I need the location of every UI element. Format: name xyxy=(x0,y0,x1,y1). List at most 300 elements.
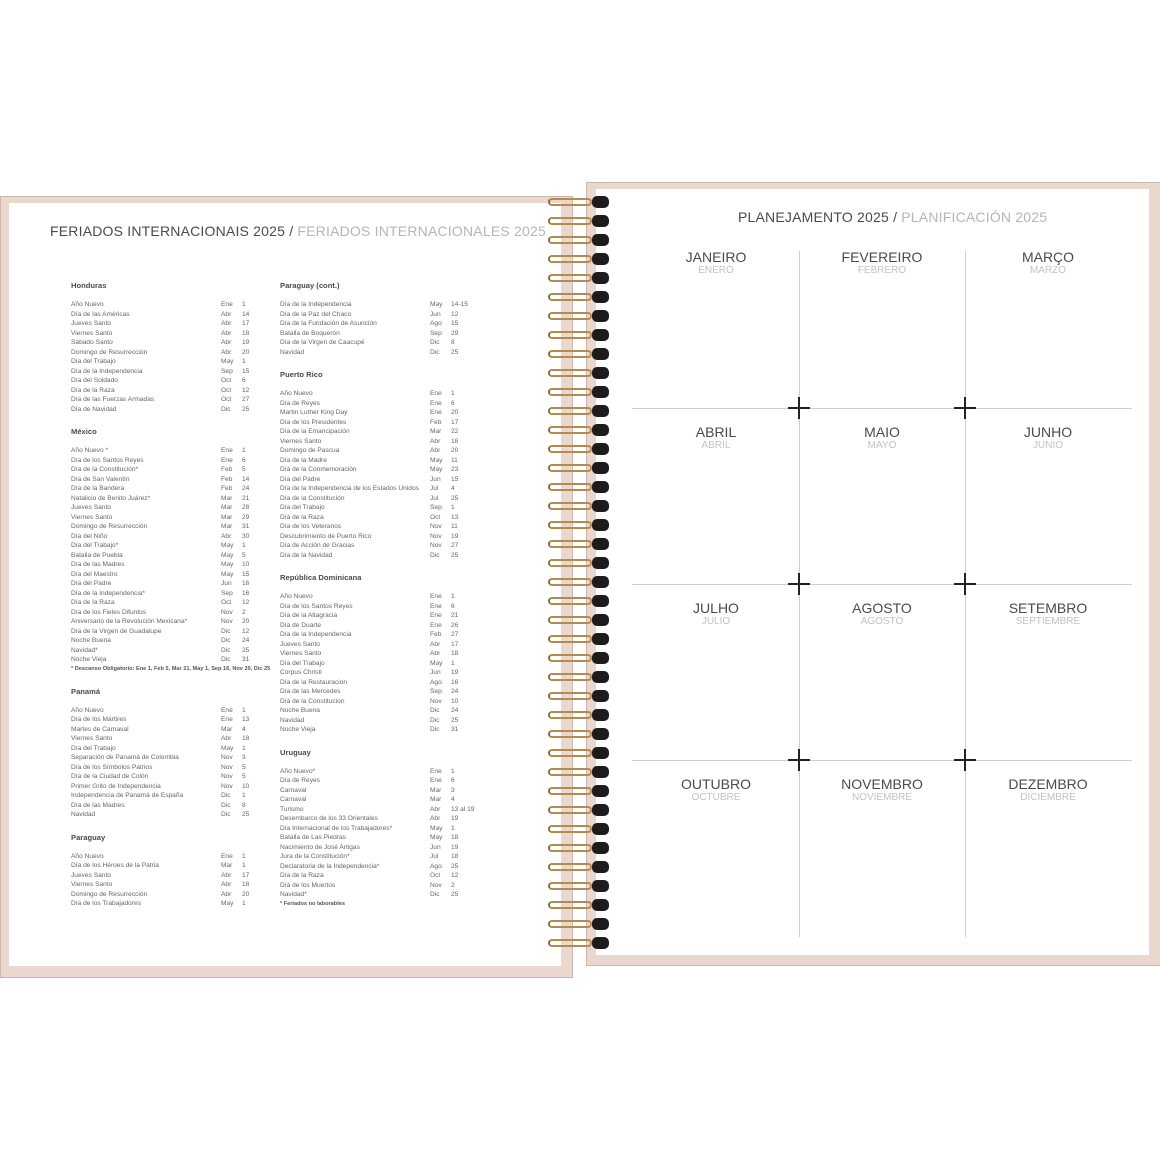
holiday-day: 12 xyxy=(242,627,250,635)
holiday-row xyxy=(71,801,271,811)
country-block xyxy=(71,687,271,820)
holiday-day: 17 xyxy=(451,418,459,426)
holiday-month: Dic xyxy=(430,348,440,356)
holiday-day: 3 xyxy=(242,754,246,761)
holiday-day: 1 xyxy=(451,824,455,832)
coil-wire xyxy=(548,369,592,377)
punch-hole xyxy=(592,348,609,360)
holiday-month: Abr xyxy=(221,320,232,327)
month-cell xyxy=(988,777,1108,803)
holiday-day: 1 xyxy=(451,767,455,775)
month-cell xyxy=(656,777,776,803)
holiday-day: 19 xyxy=(451,843,459,851)
holiday-name: Noche Buena xyxy=(71,637,111,644)
coil-wire xyxy=(548,711,592,719)
holiday-name: Día de la Constitución xyxy=(280,494,345,502)
holiday-day: 25 xyxy=(242,646,250,654)
holiday-name: Año Nuevo xyxy=(71,852,104,860)
holiday-month: Ene xyxy=(221,716,233,723)
holiday-row xyxy=(280,522,480,532)
holiday-day: 5 xyxy=(242,551,246,559)
holiday-day: 10 xyxy=(451,697,459,705)
coil-wire xyxy=(548,597,592,605)
holiday-day: 18 xyxy=(242,329,250,337)
holiday-row xyxy=(71,338,271,348)
holiday-day: 10 xyxy=(242,782,250,790)
holiday-day: 14-15 xyxy=(451,301,468,308)
holiday-month: Ene xyxy=(221,852,233,860)
holiday-day: 28 xyxy=(242,504,250,511)
holiday-name: Domingo de Resurrección xyxy=(71,890,148,898)
holiday-name: Año Nuevo * xyxy=(71,447,109,454)
holiday-name: Día de la Navidad xyxy=(280,551,333,559)
holiday-day: 4 xyxy=(451,796,455,803)
punch-hole xyxy=(592,785,609,797)
holiday-day: 25 xyxy=(242,405,250,413)
holiday-month: Ene xyxy=(430,612,442,619)
holiday-month: Oct xyxy=(430,513,441,521)
holiday-month: Dic xyxy=(430,707,440,714)
holiday-day: 19 xyxy=(451,669,459,676)
holiday-month: Ago xyxy=(430,320,442,327)
holiday-month: May xyxy=(221,551,234,559)
holiday-name: Viernes Santo xyxy=(71,881,113,888)
month-cell xyxy=(822,425,942,451)
holiday-row xyxy=(71,753,271,763)
holiday-row xyxy=(280,513,480,523)
coil-wire xyxy=(548,521,592,529)
planner-page xyxy=(596,189,1149,955)
holiday-month: Jun xyxy=(430,843,441,851)
holiday-name: Martes de Carnaval xyxy=(71,725,129,733)
holiday-row xyxy=(71,589,271,599)
punch-hole xyxy=(592,386,609,398)
holiday-row xyxy=(280,611,480,621)
holidays-column-2 xyxy=(280,281,480,922)
month-cell xyxy=(822,601,942,627)
holiday-month: Ene xyxy=(221,301,233,308)
punch-hole xyxy=(592,918,609,930)
spiral-coil xyxy=(548,880,610,892)
holiday-name: Batalla de Puebla xyxy=(71,551,123,559)
grid-divider xyxy=(632,760,1132,761)
holiday-month: Dic xyxy=(221,811,231,818)
coil-wire xyxy=(548,559,592,567)
coil-wire xyxy=(548,388,592,396)
holiday-name: Día de la Independencia* xyxy=(71,589,146,597)
punch-hole xyxy=(592,652,609,664)
coil-wire xyxy=(548,901,592,909)
holiday-name: Carnaval xyxy=(280,786,307,794)
coil-wire xyxy=(548,483,592,491)
spiral-coil xyxy=(548,690,610,702)
spiral-coil xyxy=(548,538,610,550)
holiday-row xyxy=(280,602,480,612)
country-block xyxy=(280,573,480,735)
holiday-name: Año Nuevo xyxy=(280,390,313,397)
holiday-name: Turismo xyxy=(280,805,304,813)
holiday-month: Abr xyxy=(430,805,441,813)
holiday-day: 8 xyxy=(451,339,455,346)
holiday-name: Viernes Santo xyxy=(71,735,113,742)
holiday-day: 1 xyxy=(242,706,246,714)
holiday-month: Abr xyxy=(221,532,232,540)
holiday-month: Ene xyxy=(430,777,442,784)
holiday-month: Nov xyxy=(221,763,233,771)
country-heading: República Dominicana xyxy=(280,573,362,582)
holiday-name: Batalla de Boquerón xyxy=(280,329,340,337)
punch-hole xyxy=(592,557,609,569)
month-cell xyxy=(988,250,1108,276)
month-name-pt: JANEIRO xyxy=(685,249,747,265)
holiday-day: 1 xyxy=(451,659,455,667)
month-name-es: ENERO xyxy=(698,265,734,276)
holiday-name: Navidad xyxy=(280,716,305,724)
holiday-row xyxy=(280,881,480,891)
holiday-month: Mar xyxy=(430,428,442,435)
holiday-day: 19 xyxy=(451,532,459,540)
punch-hole xyxy=(592,595,609,607)
holiday-day: 12 xyxy=(242,599,250,606)
punch-hole xyxy=(592,310,609,322)
holiday-month: Dic xyxy=(221,637,231,644)
holiday-name: Noche Vieja xyxy=(280,726,316,733)
punch-hole xyxy=(592,937,609,949)
holiday-month: Dic xyxy=(221,792,231,799)
holiday-month: Abr xyxy=(221,310,232,318)
holiday-day: 19 xyxy=(242,339,250,346)
holiday-month: Abr xyxy=(430,650,441,657)
country-heading: Panamá xyxy=(71,686,101,696)
holiday-month: May xyxy=(430,659,443,667)
cross-mark-icon xyxy=(954,573,976,595)
holiday-name: Año Nuevo xyxy=(280,593,313,600)
holiday-month: Ene xyxy=(430,602,442,610)
coil-wire xyxy=(548,502,592,510)
holiday-row xyxy=(71,734,271,744)
holiday-month: Nov xyxy=(430,697,442,705)
coil-wire xyxy=(548,578,592,586)
holiday-row xyxy=(280,541,480,551)
month-name-es: FEBRERO xyxy=(857,265,907,276)
holiday-row xyxy=(280,640,480,650)
holiday-row xyxy=(71,715,271,725)
holiday-row xyxy=(280,852,480,862)
holiday-day: 13 xyxy=(451,513,459,521)
holiday-row xyxy=(71,772,271,782)
month-name-pt: JULHO xyxy=(693,600,739,616)
holiday-day: 17 xyxy=(242,871,250,879)
holiday-month: Ene xyxy=(221,447,233,454)
country-heading: Uruguay xyxy=(280,747,311,757)
holiday-day: 31 xyxy=(451,726,459,733)
spiral-coil xyxy=(548,747,610,759)
month-cell xyxy=(822,777,942,803)
holiday-name: Descubrimiento de Puerto Rico xyxy=(280,532,372,540)
spiral-coil xyxy=(548,348,610,360)
month-name-pt: SETEMBRO xyxy=(1008,600,1088,616)
country-heading: Paraguay xyxy=(71,832,106,842)
holiday-name: Día de los Veteranos xyxy=(280,523,342,530)
holiday-row xyxy=(71,636,271,646)
holiday-day: 18 xyxy=(242,735,250,742)
holiday-name: Día de las Madres xyxy=(71,561,125,568)
holiday-row xyxy=(280,408,480,418)
month-name-pt: OUTUBRO xyxy=(681,776,751,792)
holiday-month: Abr xyxy=(430,437,441,445)
holiday-day: 31 xyxy=(242,523,250,530)
holiday-day: 15 xyxy=(242,570,250,578)
month-name-es: JULIO xyxy=(701,616,731,627)
cross-mark-icon xyxy=(954,397,976,419)
punch-hole xyxy=(592,367,609,379)
holiday-name: Día de la Independencia xyxy=(71,367,143,375)
holidays-title-pt: FERIADOS INTERNACIONAIS 2025 / xyxy=(50,223,294,239)
holiday-month: Feb xyxy=(221,466,233,473)
holiday-day: 6 xyxy=(242,456,246,464)
holiday-name: Navidad* xyxy=(280,891,307,898)
holiday-day: 15 xyxy=(451,475,459,483)
holiday-month: Sep xyxy=(430,329,442,337)
spiral-coil xyxy=(548,766,610,778)
holiday-name: Carnaval xyxy=(280,796,307,803)
holiday-name: Día de Reyes xyxy=(280,777,320,784)
holiday-row xyxy=(280,621,480,631)
country-block xyxy=(280,281,480,357)
holiday-name: Jueves Santo xyxy=(71,320,111,327)
month-name-pt: MAIO xyxy=(864,424,900,440)
spiral-coil xyxy=(548,386,610,398)
coil-wire xyxy=(548,350,592,358)
holiday-row xyxy=(71,570,271,580)
holiday-day: 1 xyxy=(242,542,246,549)
holiday-row xyxy=(71,503,271,513)
holiday-name: Día de la Independencia de los Estados Unidos xyxy=(280,485,419,492)
spiral-coil xyxy=(548,899,610,911)
holiday-row xyxy=(280,824,480,834)
spiral-coil xyxy=(548,861,610,873)
holiday-row xyxy=(280,494,480,504)
holiday-row xyxy=(280,814,480,824)
month-name-es: NOVIEMBRE xyxy=(851,792,912,803)
punch-hole xyxy=(592,405,609,417)
holiday-row xyxy=(280,776,480,786)
holiday-day: 31 xyxy=(242,656,250,663)
punch-hole xyxy=(592,766,609,778)
holiday-row xyxy=(280,437,480,447)
holiday-name: Día del Trabajo xyxy=(280,504,325,511)
punch-hole xyxy=(592,215,609,227)
holiday-day: 24 xyxy=(451,688,459,695)
punch-hole xyxy=(592,823,609,835)
holiday-name: Día de la Virgen de Caacupé xyxy=(280,339,365,346)
holiday-name: Día de los Mártires xyxy=(71,716,127,723)
country-block xyxy=(71,833,271,909)
holiday-row xyxy=(280,456,480,466)
holiday-row xyxy=(280,532,480,542)
holiday-day: 11 xyxy=(451,456,458,464)
holiday-month: Abr xyxy=(221,881,232,888)
month-name-pt: AGOSTO xyxy=(852,600,912,616)
spiral-coil xyxy=(548,785,610,797)
holiday-day: 1 xyxy=(242,862,246,869)
holiday-month: Oct xyxy=(221,386,232,394)
holiday-name: Día de las Mercedes xyxy=(280,688,341,695)
holiday-name: Día de Acción de Gracias xyxy=(280,542,355,549)
coil-wire xyxy=(548,312,592,320)
planner-title-pt: PLANEJAMENTO 2025 / xyxy=(738,209,898,225)
spiral-coil xyxy=(548,253,610,265)
holiday-name: Día de San Valentín xyxy=(71,475,130,483)
holiday-day: 29 xyxy=(242,513,250,521)
holiday-row xyxy=(280,767,480,777)
holiday-row xyxy=(280,329,480,339)
holiday-month: Ene xyxy=(430,767,442,775)
spiral-coil xyxy=(548,804,610,816)
spiral-coil xyxy=(548,443,610,455)
punch-hole xyxy=(592,690,609,702)
holiday-day: 1 xyxy=(242,852,246,860)
cross-mark-icon xyxy=(954,749,976,771)
holiday-name: Independencia de Panamá de España xyxy=(71,792,184,799)
punch-hole xyxy=(592,804,609,816)
holiday-month: Ene xyxy=(430,399,442,407)
holiday-day: 1 xyxy=(242,900,246,907)
holiday-name: Día del Trabajo xyxy=(71,358,116,365)
spiral-coil xyxy=(548,196,610,208)
holiday-row xyxy=(71,725,271,735)
holiday-row xyxy=(280,862,480,872)
holiday-month: May xyxy=(221,900,234,907)
holiday-row xyxy=(280,725,480,735)
month-name-es: JUNIO xyxy=(1033,440,1063,451)
holiday-row xyxy=(71,395,271,405)
punch-hole xyxy=(592,861,609,873)
holiday-day: 8 xyxy=(242,801,246,809)
holiday-name: Día de los Santos Reyes xyxy=(280,602,353,610)
holiday-name: Navidad* xyxy=(71,646,98,654)
holiday-name: Separación de Panamá de Colombia xyxy=(71,754,179,761)
holiday-row xyxy=(280,484,480,494)
holiday-name: Día de la Fundación de Asunción xyxy=(280,320,377,327)
month-name-es: AGOSTO xyxy=(860,616,904,627)
coil-wire xyxy=(548,445,592,453)
holiday-row xyxy=(280,427,480,437)
holiday-name: Viernes Santo xyxy=(71,329,113,337)
spiral-coil xyxy=(548,937,610,949)
holiday-month: Jul xyxy=(430,853,439,860)
holidays-title xyxy=(50,223,546,239)
holiday-name: Día del Soldado xyxy=(71,377,118,384)
holiday-month: Feb xyxy=(221,485,233,492)
holiday-name: Viernes Santo xyxy=(280,437,322,445)
holiday-name: Día de la Virgen de Guadalupe xyxy=(71,627,162,635)
coil-wire xyxy=(548,426,592,434)
spiral-coil xyxy=(548,671,610,683)
holiday-day: 25 xyxy=(242,811,250,818)
spiral-coil xyxy=(548,842,610,854)
holiday-month: Mar xyxy=(430,796,442,803)
holiday-day: 25 xyxy=(451,551,459,559)
holiday-month: Dic xyxy=(430,891,440,898)
holiday-month: May xyxy=(221,744,234,752)
holiday-day: 6 xyxy=(451,602,455,610)
holiday-day: 1 xyxy=(451,504,455,511)
coil-wire xyxy=(548,635,592,643)
spiral-coil xyxy=(548,234,610,246)
coil-wire xyxy=(548,673,592,681)
holiday-day: 14 xyxy=(242,310,250,318)
holiday-name: Día de la Raza xyxy=(280,872,324,879)
holiday-day: 1 xyxy=(242,792,246,799)
holiday-row xyxy=(71,551,271,561)
holiday-name: Día de la Raza xyxy=(71,386,115,394)
month-name-pt: JUNHO xyxy=(1023,424,1073,440)
spiral-coil xyxy=(548,519,610,531)
holiday-row xyxy=(280,399,480,409)
holiday-row xyxy=(71,446,271,456)
holiday-day: 12 xyxy=(242,386,250,394)
holiday-day: 25 xyxy=(451,891,459,898)
month-name-pt: MARÇO xyxy=(1021,249,1075,265)
coil-wire xyxy=(548,692,592,700)
holiday-row xyxy=(71,744,271,754)
holiday-month: Mar xyxy=(221,862,233,869)
holiday-name: Viernes Santo xyxy=(280,650,322,657)
holiday-name: Día de la Madre xyxy=(280,456,327,464)
holiday-month: Jul xyxy=(430,485,439,492)
holiday-month: Abr xyxy=(221,329,232,337)
holiday-month: Nov xyxy=(221,754,233,761)
spiral-coil xyxy=(548,918,610,930)
holiday-footnote: * Descanso Obligatorio: Ene 1, Feb 5, Mar 21, May 1, Sep 16, Nov 20, Dic 25 xyxy=(71,665,271,672)
holiday-month: Mar xyxy=(221,513,233,521)
holiday-day: 2 xyxy=(451,881,455,889)
coil-wire xyxy=(548,217,592,225)
holiday-month: Dic xyxy=(221,656,231,663)
holiday-row xyxy=(280,389,480,399)
holiday-name: Día Internacional de los Trabajadores* xyxy=(280,824,393,832)
holiday-month: Mar xyxy=(221,494,233,502)
spiral-coil xyxy=(548,481,610,493)
holiday-month: Dic xyxy=(430,726,440,733)
punch-hole xyxy=(592,538,609,550)
holiday-day: 25 xyxy=(451,716,459,724)
holiday-month: Feb xyxy=(430,418,442,426)
coil-wire xyxy=(548,255,592,263)
holiday-name: Día de la Altagracia xyxy=(280,612,338,619)
coil-wire xyxy=(548,407,592,415)
holiday-day: 30 xyxy=(242,532,250,540)
holiday-month: Abr xyxy=(221,348,232,356)
month-cell xyxy=(656,601,776,627)
planner-title xyxy=(738,209,1047,225)
holiday-day: 21 xyxy=(242,494,250,502)
holiday-name: Día del Trabajo xyxy=(71,744,116,752)
holiday-month: Ene xyxy=(221,456,233,464)
holiday-day: 27 xyxy=(242,396,250,403)
holiday-day: 18 xyxy=(451,437,459,445)
grid-divider xyxy=(632,408,1132,409)
holiday-name: Jura de la Constitución* xyxy=(280,853,350,860)
holiday-day: 11 xyxy=(451,523,458,530)
holiday-month: May xyxy=(430,824,443,832)
holiday-month: Nov xyxy=(221,782,233,790)
month-name-pt: FEVEREIRO xyxy=(841,249,923,265)
holiday-day: 16 xyxy=(242,580,250,587)
holiday-name: Día del Trabajo xyxy=(280,659,325,667)
coil-wire xyxy=(548,863,592,871)
